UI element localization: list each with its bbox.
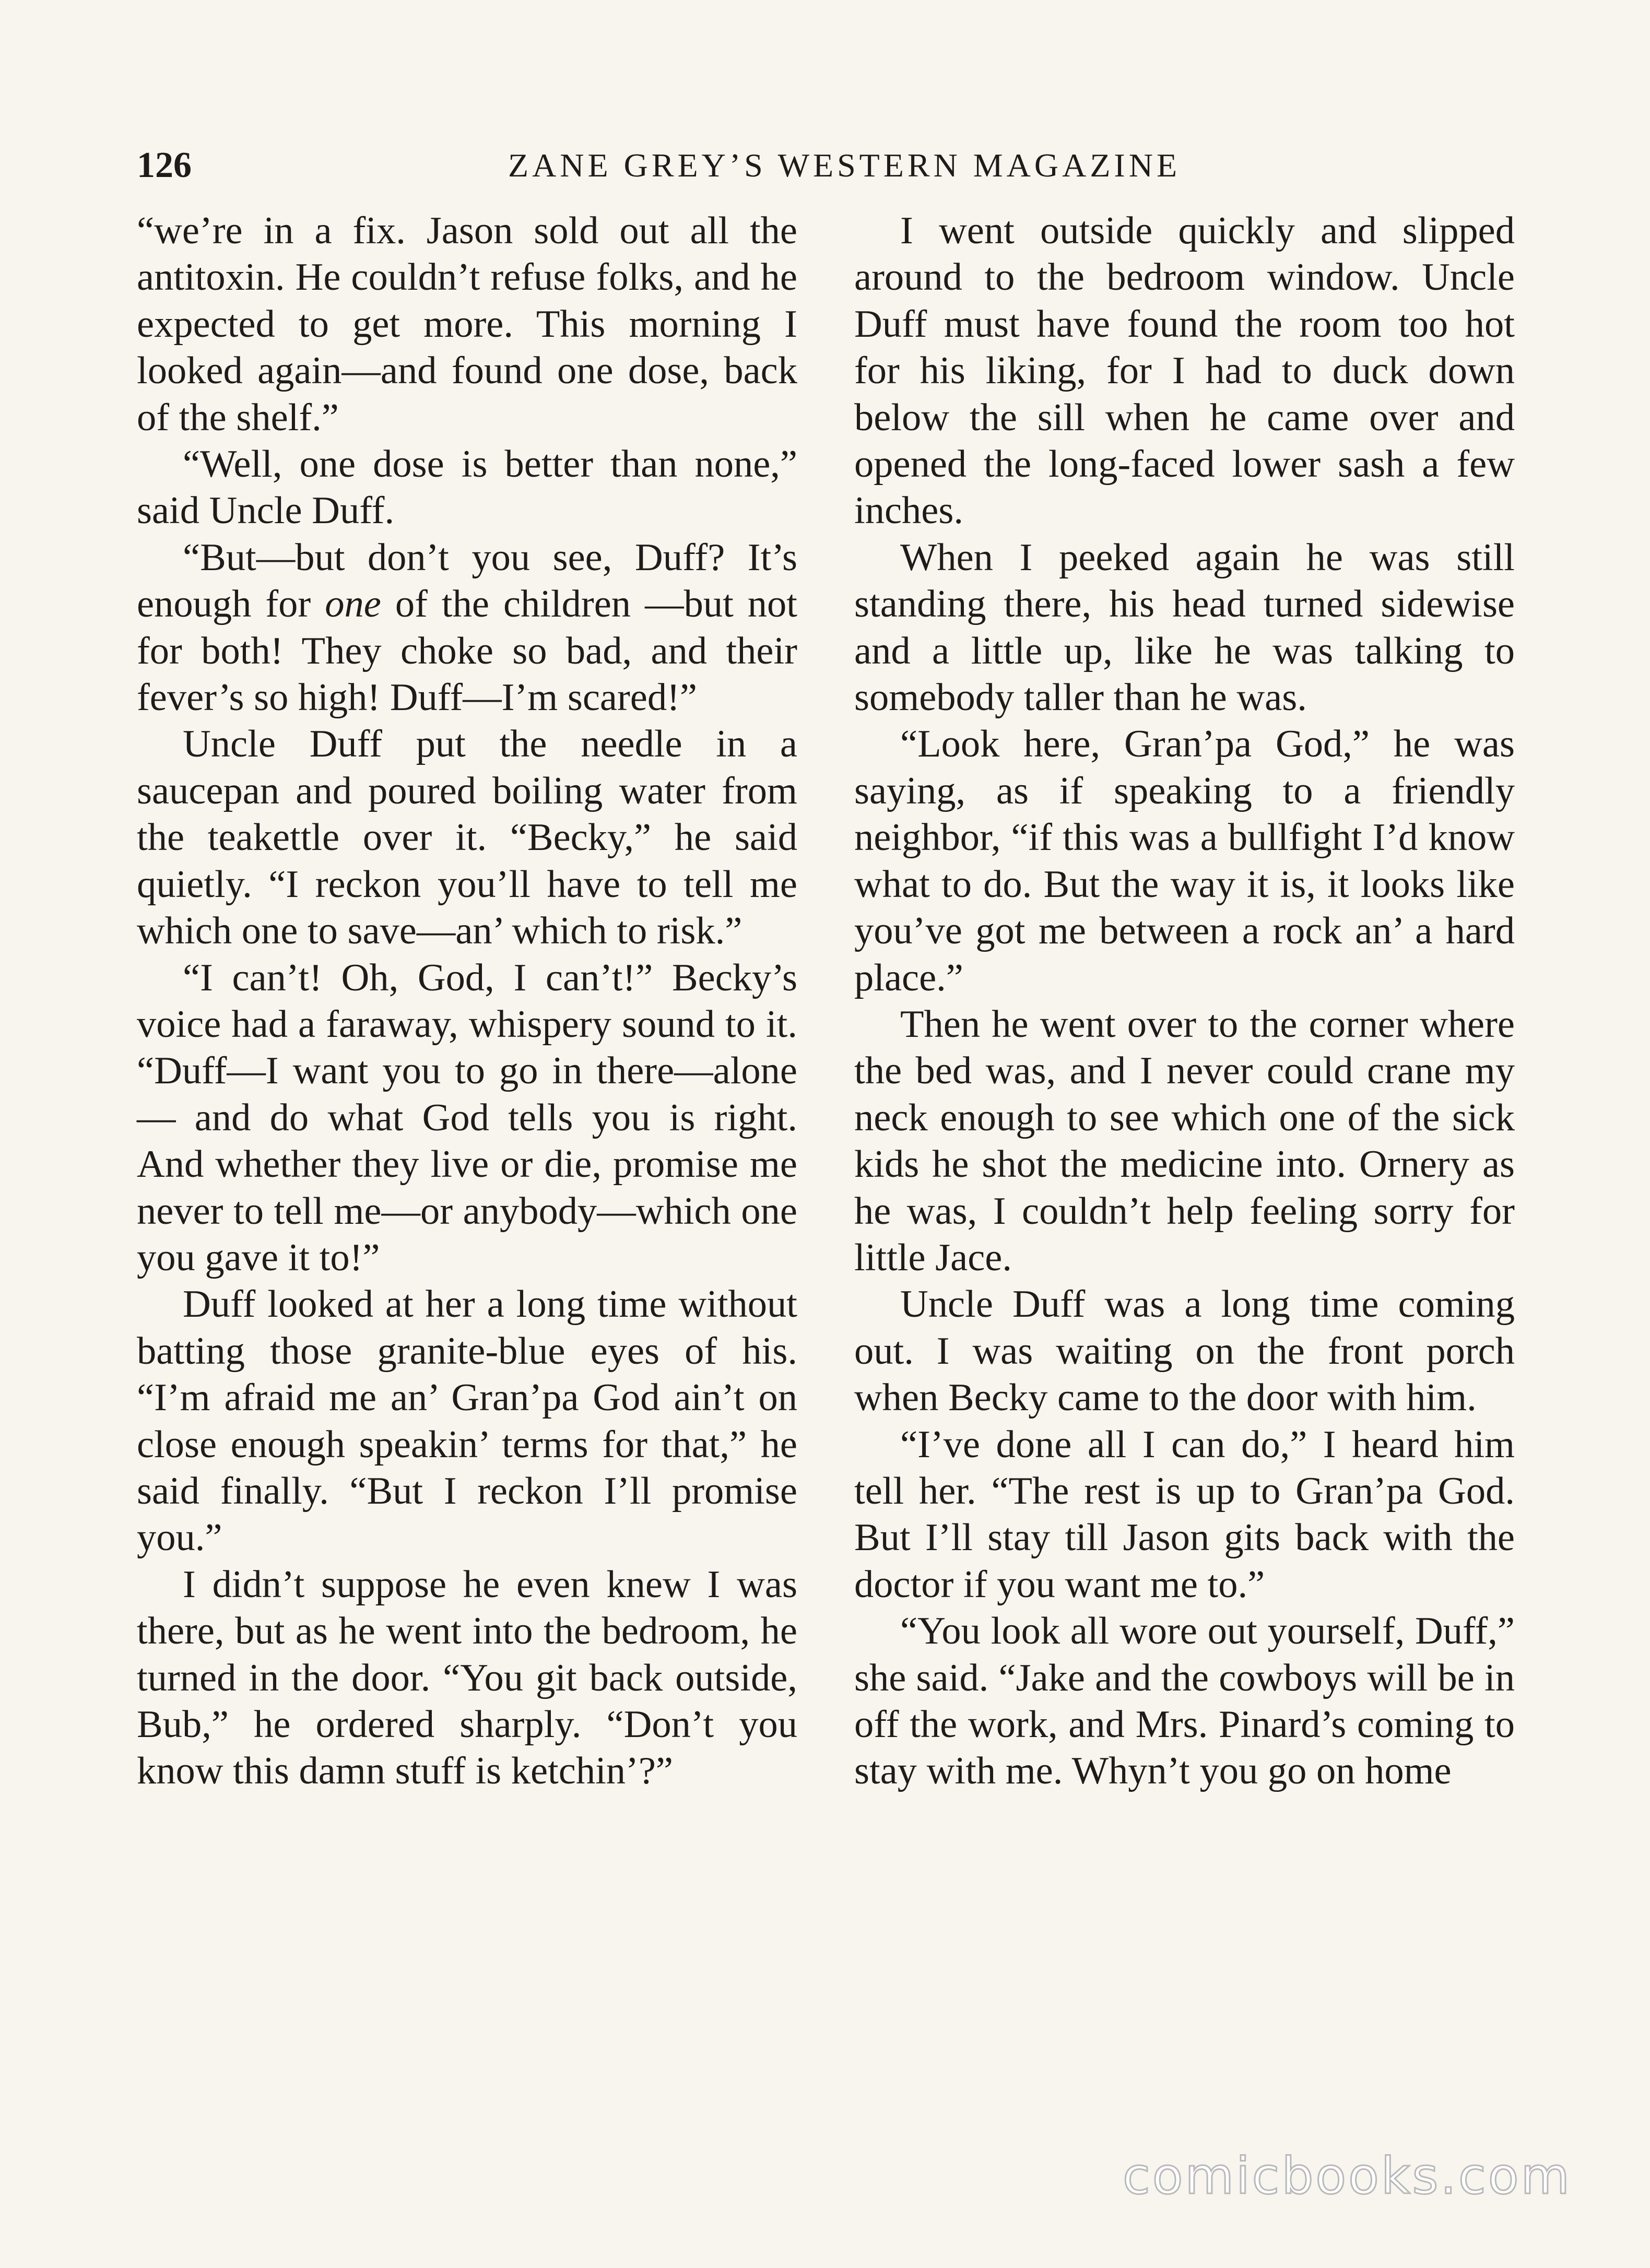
paragraph: Uncle Duff was a long time coming out. I was waiting on the front porch when Becky came to the door with him. [854,1283,1515,1420]
paragraph: I went outside quickly and slipped around to the bedroom window. Uncle Duff must have found the room too hot for his liking, for I had to duck down below the sill when he came over and opened the long-faced lower sash a few inches. [854,209,1515,533]
page-header [137,137,1515,194]
running-title: ZANE GREY’S WESTERN MAGAZINE [508,147,1181,184]
paragraph: I didn’t suppose he even knew I was there, but as he went into the bedroom, he turned in the door. “You git back outside, Bub,” he ordered sharply. “Don’t you know this damn stuff is ketchin’?” [137,1563,797,1793]
paragraph: When I peeked again he was still standing there, his head turned sidewise and a little up, like he was talking to somebody taller than he was. [854,536,1515,719]
left-column [137,208,797,1795]
paragraph: “Look here, Gran’pa God,” he was saying, as if speaking to a friendly neighbor, “if this was a bullfight I’d know what to do. But the way it is, it looks like you’ve got me between a rock an’ a hard place.” [854,723,1515,999]
paragraph-text: of the children —but not for both! They choke so bad, and their fever’s so high! Duff—I’m scared!” [137,583,797,719]
paragraph: “Well, one dose is better than none,” said Uncle Duff. [137,443,797,533]
paragraph: Then he went over to the corner where the bed was, and I never could crane my neck enough to see which one of the sick kids he shot the medicine into. Ornery as he was, I couldn’t help feeling sorry for little Jace. [854,1002,1515,1279]
paragraph: Uncle Duff put the needle in a saucepan and poured boiling water from the teakettle over it. “Becky,” he said quietly. “I reckon you’ll have to tell me which one to save—an’ which to risk.” [137,723,797,953]
paragraph: “I’ve done all I can do,” I heard him tell her. “The rest is up to Gran’pa God. But I’ll stay till Jason gits back with the doctor if you want me to.” [854,1423,1515,1606]
page-number: 126 [137,145,192,185]
emphasis-text: one [325,583,381,626]
paragraph [137,535,797,722]
paragraph-text: “But—but don’t you see, Duff? It’s enough for [137,536,797,626]
paragraph: “we’re in a fix. Jason sold out all the antitoxin. He couldn’t refuse folks, and he expected to get more. This morning I looked again—and found one dose, back of the shelf.” [137,209,797,439]
paragraph: “You look all wore out yourself, Duff,” she said. “Jake and the cowboys will be in off the work, and Mrs. Pinard’s coming to stay with me. Whyn’t you go on home [854,1610,1515,1793]
paragraph: “I can’t! Oh, God, I can’t!” Becky’s voice had a faraway, whispery sound to it. “Duff—I want you to go in there—alone— and do what God tells you is right. And whether they live or die, promise me never to tell me—or anybody—which one you gave it to!” [137,956,797,1279]
right-column [854,208,1515,1795]
watermark: comicbooks.com [1122,2147,1572,2205]
paragraph: Duff looked at her a long time without batting those granite-blue eyes of his. “I’m afraid me an’ Gran’pa God ain’t on close enough speakin’ terms for that,” he said finally. “But I reckon I’ll promise you.” [137,1283,797,1560]
